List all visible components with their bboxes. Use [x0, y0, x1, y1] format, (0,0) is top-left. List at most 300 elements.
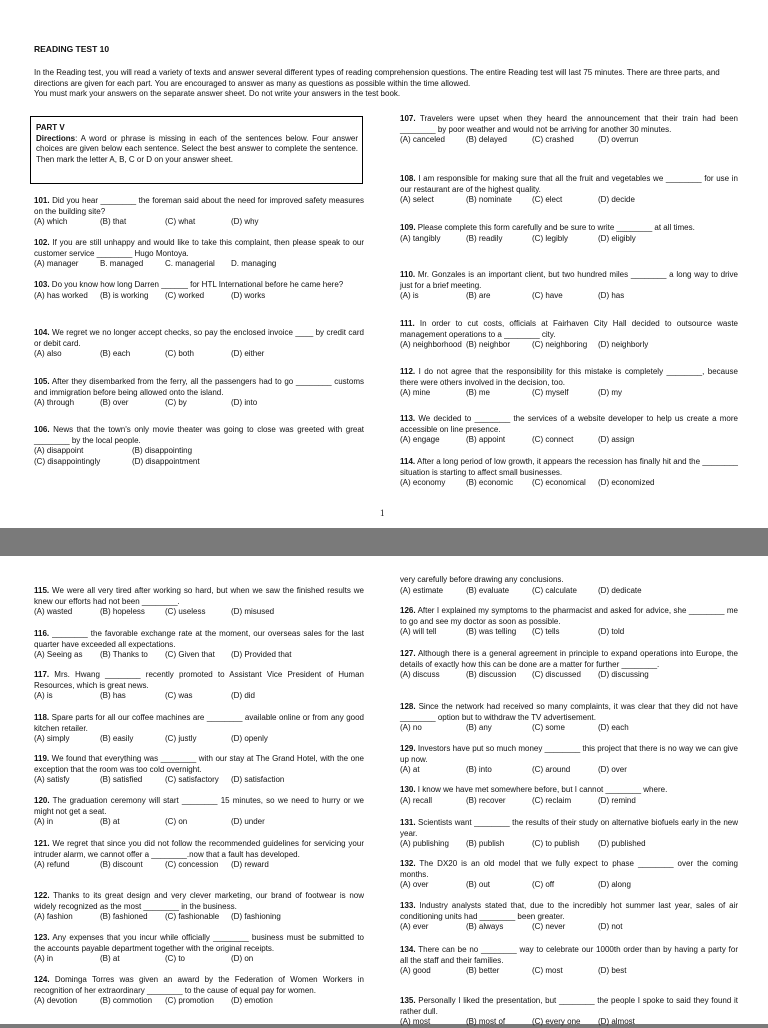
- answer-options: [400, 234, 738, 245]
- answer-option[interactable]: (A) refund: [34, 860, 70, 869]
- question-stem: [34, 377, 364, 398]
- question-stem: [34, 891, 364, 912]
- answer-option[interactable]: (B) at: [100, 954, 120, 963]
- question-text: Any expenses that you incur while officially ________ business must be submitted to the accounts payable department together with the original receipts.: [34, 933, 364, 953]
- answer-option[interactable]: (A) through: [34, 398, 75, 407]
- answer-options: [400, 670, 738, 681]
- answer-options: [400, 765, 738, 776]
- answer-option[interactable]: (A) at: [400, 765, 420, 774]
- question-stem: [400, 414, 738, 435]
- question-text: Do you know how long Darren ______ for HTL International before he came here?: [49, 280, 344, 289]
- answer-option[interactable]: (A) devotion: [34, 996, 78, 1005]
- question-stem: [34, 238, 364, 259]
- question-text: Since the network had received so many complaints, it was clear that they did not have ________ option but to withdraw the TV advertisement.: [400, 702, 738, 722]
- answer-option[interactable]: (C) justly: [165, 734, 197, 743]
- question-stem: [400, 174, 738, 195]
- page-number: 1: [380, 508, 385, 518]
- question-stem: [34, 670, 364, 691]
- answer-option[interactable]: (C) to publish: [532, 839, 580, 848]
- answer-option[interactable]: (B) nominate: [466, 195, 512, 204]
- answer-option[interactable]: (A) tangibly: [400, 233, 441, 243]
- answer-option[interactable]: (C) every one: [532, 1017, 581, 1026]
- answer-option[interactable]: (A) wasted: [34, 607, 73, 616]
- answer-option[interactable]: (B) was telling: [466, 627, 517, 636]
- answer-option[interactable]: (A) also: [34, 349, 62, 358]
- answer-option[interactable]: (B) delayed: [466, 135, 507, 144]
- answer-option[interactable]: (D) economized: [598, 478, 655, 487]
- answer-options: [34, 607, 364, 618]
- question-stem: [34, 328, 364, 349]
- question-text: After they disembarked from the ferry, all the passengers had to go ________ customs and immigration before being allowed onto the island.: [34, 377, 364, 397]
- question-stem: [400, 223, 738, 234]
- answer-options: [400, 135, 738, 146]
- answer-option[interactable]: (A) discuss: [400, 670, 440, 679]
- answer-option[interactable]: (B) publish: [466, 839, 505, 848]
- answer-option[interactable]: (A) is: [34, 691, 53, 700]
- question-number: 130.: [400, 785, 416, 794]
- question-text: Scientists want ________ the results of their study on alternative biofuels early in the new year.: [400, 818, 738, 838]
- question-number: 121.: [34, 839, 50, 848]
- answer-option[interactable]: (C) discussed: [532, 670, 581, 679]
- question-item: [400, 367, 738, 399]
- question-text: We found that everything was ________ with our stay at The Grand Hotel, with the one exception that the room was too cold overnight.: [34, 754, 364, 774]
- answer-option[interactable]: (C) what: [165, 217, 196, 226]
- question-item: [400, 270, 738, 302]
- question-stem: [34, 280, 364, 291]
- answer-option[interactable]: B. managed: [100, 259, 144, 268]
- answer-options: [400, 435, 738, 446]
- answer-options: [34, 775, 364, 786]
- question-number: 126.: [400, 606, 416, 615]
- answer-options: [400, 880, 738, 891]
- answer-option[interactable]: (B) always: [466, 922, 504, 931]
- answer-option[interactable]: (D) emotion: [231, 996, 273, 1005]
- answer-options: [34, 398, 364, 409]
- answer-option[interactable]: (B) evaluate: [466, 585, 510, 595]
- answer-option[interactable]: (C) was: [165, 691, 193, 700]
- answer-option[interactable]: (A) in: [34, 817, 54, 826]
- answer-options: [400, 922, 738, 933]
- question-item: [400, 319, 738, 351]
- answer-option[interactable]: (D) my: [598, 388, 622, 397]
- answer-option[interactable]: (D) disappointment: [132, 457, 200, 466]
- answer-options: [34, 650, 364, 661]
- question-text: Personally I liked the presentation, but ________ the people I spoke to said they found it rather dull.: [400, 996, 738, 1016]
- answer-option[interactable]: (A) select: [400, 195, 434, 204]
- question-stem: [400, 818, 738, 839]
- question-item: [400, 649, 738, 681]
- answer-option[interactable]: (C) both: [165, 349, 194, 358]
- answer-option[interactable]: (D) told: [598, 627, 625, 636]
- question-number: 117.: [34, 670, 50, 679]
- question-number: 115.: [34, 586, 50, 595]
- answer-option[interactable]: (A) has worked: [34, 290, 88, 300]
- intro-text: [34, 68, 738, 100]
- answer-option[interactable]: (D) remind: [598, 795, 636, 805]
- answer-option[interactable]: (A) mine: [400, 388, 431, 397]
- answer-option[interactable]: (A) fashion: [34, 912, 73, 921]
- answer-option[interactable]: (C) promotion: [165, 996, 214, 1005]
- question-number: 124.: [34, 975, 50, 984]
- answer-option[interactable]: (D) did: [231, 691, 256, 700]
- answer-option[interactable]: (A) recall: [400, 795, 433, 805]
- question-text: Travelers were upset when they heard the announcement that their train had been ________ by poor weather and would not be arriving for another 30 minutes.: [400, 114, 738, 134]
- answer-option[interactable]: (B) me: [466, 388, 490, 397]
- answer-option[interactable]: (D) reward: [231, 860, 269, 869]
- answer-option[interactable]: (C) worked: [165, 290, 205, 300]
- answer-option[interactable]: (A) estimate: [400, 585, 444, 595]
- question-stem: [400, 367, 738, 388]
- answer-options: [34, 996, 364, 1007]
- intro-paragraph: In the Reading test, you will read a variety of texts and answer several different types of reading comprehension questions. The entire Reading test will last 75 minutes. There are three parts, and directions are given for each part. You are encouraged to answer as many as questions as possible within the time allowed.: [34, 68, 720, 88]
- question-item: [400, 785, 738, 807]
- answer-option[interactable]: (C) useless: [165, 607, 206, 616]
- question-number: 102.: [34, 238, 50, 247]
- answer-option[interactable]: (D) discussing: [598, 670, 649, 679]
- question-item: [400, 901, 738, 933]
- answer-option[interactable]: (D) either: [231, 349, 265, 358]
- intro-paragraph: You must mark your answers on the separate answer sheet. Do not write your answers in the test book.: [34, 89, 401, 98]
- directions-label: Directions: [36, 133, 76, 143]
- answer-option[interactable]: (C) some: [532, 723, 565, 732]
- answer-option[interactable]: (B) readily: [466, 233, 503, 243]
- answer-option[interactable]: (B) are: [466, 291, 491, 300]
- answer-options: [34, 691, 364, 702]
- answer-option[interactable]: (A) engage: [400, 435, 440, 444]
- question-stem: [34, 975, 364, 996]
- test-title: READING TEST 10: [34, 44, 110, 54]
- answer-option[interactable]: (B) satisfied: [100, 775, 143, 784]
- question-item: [34, 839, 364, 871]
- answer-option[interactable]: (B) that: [100, 217, 127, 226]
- answer-option[interactable]: (C) have: [532, 291, 563, 300]
- question-text: After a long period of low growth, it appears the recession has finally hit and the ________ situation is starting to affect small businesses.: [400, 457, 738, 477]
- question-stem: [400, 649, 738, 670]
- answer-option[interactable]: (C) fashionable: [165, 912, 220, 921]
- answer-option[interactable]: (C) economical: [532, 478, 586, 487]
- answer-option[interactable]: (D) decide: [598, 195, 635, 204]
- answer-option[interactable]: (A) most: [400, 1017, 431, 1026]
- question-text: Industry analysts stated that, due to the incredibly hot summer last year, sales of air conditioning units had ________ been greater.: [400, 901, 738, 921]
- question-number: 108.: [400, 174, 416, 183]
- answer-option[interactable]: (B) hopeless: [100, 607, 145, 616]
- answer-options: [400, 586, 738, 597]
- question-text: There can be no ________ way to celebrate our 1000th order than by having a party for all the staff and their families.: [400, 945, 738, 965]
- question-stem: [400, 785, 738, 796]
- answer-option[interactable]: (C) on: [165, 817, 188, 826]
- question-number: 132.: [400, 859, 416, 868]
- answer-options: [400, 478, 738, 489]
- question-number: 112.: [400, 367, 416, 376]
- question-item: [34, 586, 364, 618]
- answer-option[interactable]: (B) any: [466, 723, 492, 732]
- answer-option[interactable]: (D) fashioning: [231, 912, 281, 921]
- answer-option[interactable]: (D) eligibly: [598, 233, 636, 243]
- question-item: [34, 377, 364, 409]
- answer-options: [34, 817, 364, 828]
- question-stem: [34, 586, 364, 607]
- question-item: [400, 996, 738, 1028]
- answer-option[interactable]: (D) published: [598, 839, 646, 848]
- answer-options: [34, 349, 364, 360]
- answer-option[interactable]: (A) in: [34, 954, 54, 963]
- answer-option[interactable]: C. managerial: [165, 259, 215, 268]
- question-stem: [34, 796, 364, 817]
- answer-option[interactable]: (D) into: [231, 398, 258, 407]
- question-number: 105.: [34, 377, 50, 386]
- question-number: 107.: [400, 114, 416, 123]
- question-text: Mrs. Hwang ________ recently promoted to Assistant Vice President of Human Resources, which is great news.: [34, 670, 364, 690]
- answer-option[interactable]: (A) no: [400, 723, 422, 732]
- answer-option[interactable]: (C) off: [532, 880, 555, 889]
- answer-options: [34, 734, 364, 745]
- question-stem: [400, 945, 738, 966]
- answer-option[interactable]: (B) each: [100, 349, 131, 358]
- question-number: 114.: [400, 457, 416, 466]
- answer-option[interactable]: (C) calculate: [532, 585, 577, 595]
- question-number: 120.: [34, 796, 50, 805]
- question-text: We regret that since you did not follow the recommended guidelines for servicing your intruder alarm, we cannot offer a ________.now that a fault has developed.: [34, 839, 364, 859]
- question-number: 111.: [400, 319, 415, 328]
- question-text: After I explained my symptoms to the pharmacist and asked for advice, she ________ me to go and see my doctor as soon as possible.: [400, 606, 738, 626]
- answer-option[interactable]: (C) Given that: [165, 650, 215, 659]
- question-item: [400, 114, 738, 146]
- answer-option[interactable]: (D) overrun: [598, 135, 639, 144]
- answer-option[interactable]: (A) is: [400, 291, 419, 300]
- answer-option[interactable]: (A) Seeing as: [34, 650, 83, 659]
- question-stem: [400, 744, 738, 765]
- answer-option[interactable]: (A) over: [400, 880, 429, 889]
- answer-option[interactable]: (A) neighborhood: [400, 340, 462, 349]
- answer-option[interactable]: (D) Provided that: [231, 650, 292, 659]
- question-item: [400, 457, 738, 489]
- answer-option[interactable]: (B) out: [466, 880, 491, 889]
- answer-options: [34, 217, 364, 228]
- answer-option[interactable]: (D) neighborly: [598, 340, 649, 349]
- answer-option[interactable]: (C) legibly: [532, 233, 569, 243]
- directions-text: [36, 134, 362, 166]
- answer-option[interactable]: (C) tells: [532, 627, 560, 636]
- answer-option[interactable]: (D) over: [598, 765, 627, 774]
- question-item: [34, 670, 364, 702]
- question-item: [400, 223, 738, 245]
- question-number: 110.: [400, 270, 416, 279]
- question-item: [400, 414, 738, 446]
- question-text: Although there is a general agreement in principle to expand operations into Europe, the details of exactly how this can be done are a matter for further ________.: [400, 649, 738, 669]
- question-item: [400, 174, 738, 206]
- answer-option[interactable]: (C) reclaim: [532, 795, 572, 805]
- answer-option[interactable]: (A) economy: [400, 478, 446, 487]
- answer-option[interactable]: (B) most of: [466, 1017, 506, 1026]
- answer-option[interactable]: (C) disappointingly: [34, 457, 101, 466]
- question-text: I do not agree that the responsibility for this mistake is completely ________, because there were others involved in the decision, too.: [400, 367, 738, 387]
- answer-option[interactable]: (C) neighboring: [532, 340, 588, 349]
- answer-option[interactable]: (A) which: [34, 217, 68, 226]
- question-text: very carefully before drawing any conclusions.: [400, 575, 564, 584]
- question-number: 106.: [34, 425, 50, 434]
- answer-option[interactable]: (B) has: [100, 691, 126, 700]
- answer-option[interactable]: (B) economic: [466, 478, 514, 487]
- answer-option[interactable]: (C) to: [165, 954, 185, 963]
- answer-option[interactable]: (D) works: [231, 290, 266, 300]
- answer-option[interactable]: (C) by: [165, 398, 187, 407]
- answer-option[interactable]: (A) simply: [34, 734, 70, 743]
- answer-option[interactable]: (C) most: [532, 966, 563, 975]
- answer-option[interactable]: (D) best: [598, 966, 627, 975]
- question-item: [34, 238, 364, 270]
- answer-option[interactable]: (A) satisfy: [34, 775, 70, 784]
- answer-option[interactable]: D. managing: [231, 259, 277, 268]
- answer-options: [400, 388, 738, 399]
- answer-option[interactable]: (B) Thanks to: [100, 650, 148, 659]
- answer-option[interactable]: (A) publishing: [400, 839, 449, 848]
- question-item: [34, 796, 364, 828]
- question-text: Did you hear ________ the foreman said about the need for improved safety measures on the building site?: [34, 196, 364, 216]
- question-text: Dominga Torres was given an award by the Federation of Women Workers in recognition of her extraordinary ________ to the cause of equal pay for women.: [34, 975, 364, 995]
- question-number: 122.: [34, 891, 50, 900]
- answer-option[interactable]: (D) openly: [231, 734, 268, 743]
- directions-body: : A word or phrase is missing in each of the sentences below. Four answer choices are given below each sentence. Select the best answer to complete the sentence. Then mark the letter A, B, C or D on your answer sheet.: [36, 133, 358, 164]
- answer-option[interactable]: (C) concession: [165, 860, 219, 869]
- answer-option[interactable]: (D) on: [231, 954, 254, 963]
- answer-option[interactable]: (D) why: [231, 217, 259, 226]
- answer-options: [34, 860, 364, 871]
- answer-option[interactable]: (A) canceled: [400, 135, 445, 144]
- answer-option[interactable]: (D) misused: [231, 607, 275, 616]
- answer-options: [400, 627, 738, 638]
- answer-options: [400, 340, 738, 351]
- answer-option[interactable]: (B) at: [100, 817, 120, 826]
- answer-option[interactable]: (B) discussion: [466, 670, 517, 679]
- answer-option[interactable]: (B) commotion: [100, 996, 153, 1005]
- question-item: [400, 945, 738, 977]
- question-item: [34, 713, 364, 745]
- question-stem: [400, 901, 738, 922]
- answer-option[interactable]: (C) myself: [532, 388, 569, 397]
- answer-option[interactable]: (B) into: [466, 765, 492, 774]
- question-stem: [34, 629, 364, 650]
- question-number: 123.: [34, 933, 50, 942]
- question-item: [34, 328, 364, 360]
- part-heading: PART V: [36, 123, 65, 132]
- question-stem: [400, 319, 738, 340]
- answer-options: [400, 291, 738, 302]
- question-text: ________ the favorable exchange rate at the moment, our overseas sales for the last quarter have exceeded all expectations.: [34, 629, 364, 649]
- answer-option[interactable]: (A) good: [400, 966, 431, 975]
- question-stem: [34, 754, 364, 775]
- question-text: Investors have put so much money ________ this project that there is no way we can give up now.: [400, 744, 738, 764]
- question-number: 127.: [400, 649, 416, 658]
- question-text: The graduation ceremony will start ________ 15 minutes, so we need to hurry or we might not get a seat.: [34, 796, 364, 816]
- answer-options: [34, 912, 364, 923]
- question-number: 109.: [400, 223, 416, 232]
- answer-option[interactable]: (B) over: [100, 398, 129, 407]
- answer-option[interactable]: (D) each: [598, 723, 629, 732]
- answer-options: [34, 291, 364, 302]
- answer-option[interactable]: (B) is working: [100, 290, 149, 300]
- question-number: 119.: [34, 754, 50, 763]
- answer-option[interactable]: (A) disappoint: [34, 446, 84, 455]
- answer-option[interactable]: (B) discount: [100, 860, 143, 869]
- answer-option[interactable]: (C) crashed: [532, 135, 574, 144]
- question-number: 118.: [34, 713, 50, 722]
- answer-options: [400, 839, 738, 850]
- question-item: [400, 606, 738, 638]
- answer-option[interactable]: (B) neighbor: [466, 340, 511, 349]
- answer-option[interactable]: (B) fashioned: [100, 912, 148, 921]
- answer-options: [34, 954, 364, 965]
- question-item: [34, 933, 364, 965]
- answer-option[interactable]: (B) appoint: [466, 435, 506, 444]
- question-text: Please complete this form carefully and be sure to write ________ at all times.: [415, 223, 695, 232]
- question-text: Thanks to its great design and very clever marketing, our brand of footwear is now widely recognized as the most ________ in the business.: [34, 891, 364, 911]
- question-number: 133.: [400, 901, 416, 910]
- question-stem: [34, 425, 364, 446]
- question-item: [34, 196, 364, 228]
- question-text: I know we have met somewhere before, but I cannot ________ where.: [415, 785, 668, 794]
- question-item: [400, 859, 738, 891]
- answer-option[interactable]: (B) easily: [100, 734, 134, 743]
- answer-option[interactable]: (C) satisfactory: [165, 775, 219, 784]
- answer-options: [400, 1017, 738, 1028]
- question-text: We decided to ________ the services of a website developer to help us create a more accessible on line presence.: [400, 414, 738, 434]
- question-stem: [400, 702, 738, 723]
- answer-option[interactable]: (B) better: [466, 966, 500, 975]
- answer-options: [400, 723, 738, 734]
- question-number: 113.: [400, 414, 416, 423]
- question-text: In order to cut costs, officials at Fairhaven City Hall decided to outsource waste management operations to a ________ city.: [400, 319, 738, 339]
- question-stem: [400, 575, 738, 586]
- question-item: [34, 629, 364, 661]
- question-number: 134.: [400, 945, 416, 954]
- answer-option[interactable]: (D) dedicate: [598, 585, 642, 595]
- answer-option[interactable]: (C) elect: [532, 195, 563, 204]
- question-stem: [400, 996, 738, 1017]
- question-item: [34, 891, 364, 923]
- answer-option[interactable]: (B) disappointing: [132, 446, 193, 455]
- answer-option[interactable]: (A) will tell: [400, 627, 437, 636]
- answer-options: [34, 446, 364, 457]
- question-text: Mr. Gonzales is an important client, but two hundred miles ________ a long way to drive just for a brief meeting.: [400, 270, 738, 290]
- question-number: 116.: [34, 629, 50, 638]
- answer-option[interactable]: (A) ever: [400, 922, 429, 931]
- answer-option[interactable]: (D) assign: [598, 435, 635, 444]
- question-item: [400, 744, 738, 776]
- question-stem: [400, 457, 738, 478]
- question-item: [34, 754, 364, 786]
- answer-options: [34, 457, 364, 468]
- answer-option[interactable]: (D) has: [598, 291, 625, 300]
- question-stem: [34, 933, 364, 954]
- answer-option[interactable]: (C) never: [532, 922, 566, 931]
- question-item: [34, 975, 364, 1007]
- answer-option[interactable]: (D) almost: [598, 1017, 635, 1026]
- answer-option[interactable]: (D) along: [598, 880, 631, 889]
- answer-option[interactable]: (D) under: [231, 817, 265, 826]
- answer-option[interactable]: (A) manager: [34, 259, 79, 268]
- answer-option[interactable]: (D) not: [598, 922, 623, 931]
- question-text: I am responsible for making sure that all the fruit and vegetables we ________ for use in our restaurant are of the highest quality.: [400, 174, 738, 194]
- answer-options: [34, 259, 364, 270]
- question-stem: [34, 839, 364, 860]
- question-item: [400, 702, 738, 734]
- answer-option[interactable]: (C) connect: [532, 435, 574, 444]
- question-number: 103.: [34, 280, 50, 289]
- answer-option[interactable]: (B) recover: [466, 795, 506, 805]
- question-number: 104.: [34, 328, 50, 337]
- answer-option[interactable]: (C) around: [532, 765, 571, 774]
- answer-option[interactable]: (D) satisfaction: [231, 775, 285, 784]
